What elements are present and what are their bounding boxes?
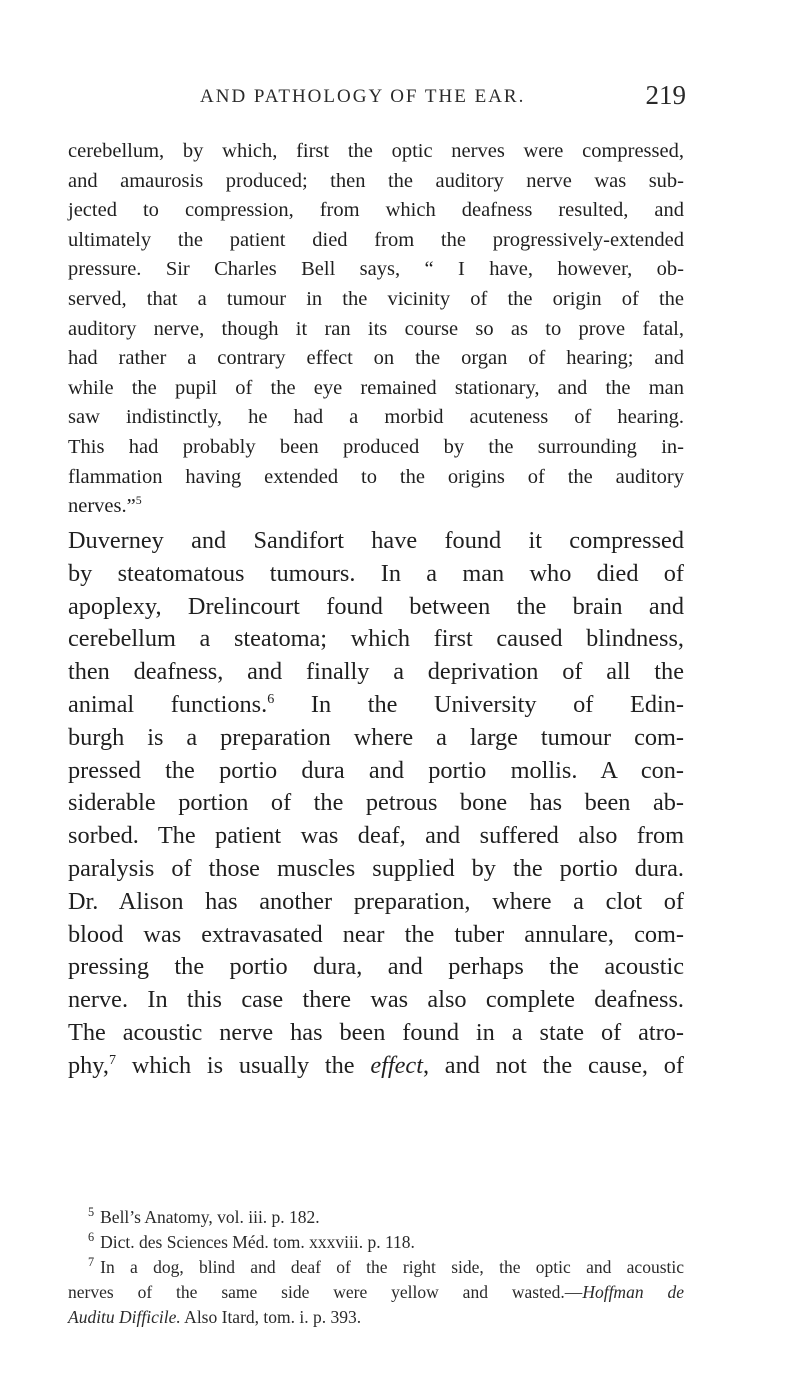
text-line: then deafness, and finally a deprivation of all the — [68, 658, 684, 686]
text-line: The acoustic nerve has been found in a state of atro- — [68, 1018, 684, 1046]
text-line: blood was extravasated near the tuber annulare, com- — [68, 920, 684, 948]
text-fragment: , and not the cause, of — [422, 1051, 684, 1079]
text-line: nerve. In this case there was also complete deafness. — [68, 986, 684, 1014]
text-line — [68, 492, 684, 522]
text-line: by steatomatous tumours. In a man who died of — [68, 559, 684, 587]
footnote-7 — [68, 1255, 684, 1330]
footnote-mark: 6 — [88, 1230, 95, 1245]
text-line — [68, 1050, 684, 1083]
text-line: This had probably been produced by the surrounding in- — [68, 435, 684, 458]
text-fragment: animal functions. — [68, 690, 268, 718]
text-fragment: In the University of Edin- — [274, 690, 684, 718]
footnote-citation: Auditu Difficile. — [68, 1307, 181, 1327]
footnote-text: Bell’s Anatomy, vol. iii. p. 182. — [100, 1207, 320, 1227]
text-line: saw indistinctly, he had a morbid acuteness of hearing. — [68, 406, 684, 429]
text-line — [68, 689, 684, 722]
footnote-text: Also Itard, tom. i. p. 393. — [180, 1307, 362, 1327]
footnote-ref-6: 6 — [267, 690, 275, 707]
text-line: cerebellum a steatoma; which first caused blindness, — [68, 625, 684, 653]
text-line: siderable portion of the petrous bone has been ab- — [68, 789, 684, 817]
running-header — [200, 80, 686, 114]
text-line: burgh is a preparation where a large tumour com- — [68, 723, 684, 751]
footnote-text: nerves of the same side were yellow and wasted.— — [68, 1282, 583, 1302]
text-fragment: phy, — [68, 1051, 109, 1079]
footnote-text: In a dog, blind and deaf of the right side, the optic and acoustic — [100, 1257, 684, 1277]
footnote-ref-5: 5 — [135, 493, 142, 508]
text-line: and amaurosis produced; then the auditory nerve was sub- — [68, 169, 684, 192]
text-line: had rather a contrary effect on the organ of hearing; and — [68, 347, 684, 370]
page-number: 219 — [645, 80, 686, 110]
text-line: ultimately the patient died from the progressively-extended — [68, 228, 684, 251]
emphasis-effect: effect — [370, 1051, 423, 1079]
text-line: while the pupil of the eye remained stationary, and the man — [68, 376, 684, 399]
text-line: flammation having extended to the origins of the auditory — [68, 465, 684, 488]
text-line: Dr. Alison has another preparation, where a clot of — [68, 887, 684, 915]
text-line: pressed the portio dura and portio mollis. A con- — [68, 756, 684, 784]
footnote-mark: 7 — [88, 1255, 95, 1270]
text-line: paralysis of those muscles supplied by the portio dura. — [68, 854, 684, 882]
footnote-ref-7: 7 — [108, 1051, 116, 1068]
footnote-5 — [68, 1205, 684, 1230]
text-line: served, that a tumour in the vicinity of the origin of the — [68, 287, 684, 310]
paragraph-1 — [68, 137, 684, 522]
footnote-citation: Hoffman de — [582, 1282, 684, 1302]
footnote-line — [68, 1305, 684, 1330]
text-line: pressing the portio dura, and perhaps the acoustic — [68, 953, 684, 981]
footnote-line — [68, 1280, 684, 1305]
text-line: apoplexy, Drelincourt found between the brain and — [68, 592, 684, 620]
running-title: AND PATHOLOGY OF THE EAR. — [200, 86, 526, 107]
text-line: cerebellum, by which, first the optic nerves were compressed, — [68, 140, 684, 162]
paragraph-2 — [68, 525, 684, 1083]
text-line: auditory nerve, though it ran its course so as to prove fatal, — [68, 317, 684, 340]
footnote-line — [68, 1255, 684, 1280]
text-line: sorbed. The patient was deaf, and suffered also from — [68, 822, 684, 850]
footnote-mark: 5 — [88, 1205, 95, 1220]
text-fragment: nerves.” — [68, 495, 136, 518]
footnotes — [68, 1205, 684, 1330]
footnote-text: Dict. des Sciences Méd. tom. xxxviii. p. 118. — [100, 1232, 415, 1252]
text-line: pressure. Sir Charles Bell says, “ I have, however, ob- — [68, 258, 684, 281]
footnote-6 — [68, 1230, 684, 1255]
text-fragment: which is usually the — [116, 1051, 371, 1079]
text-line: Duverney and Sandifort have found it compressed — [68, 527, 684, 554]
text-line: jected to compression, from which deafness resulted, and — [68, 199, 684, 222]
